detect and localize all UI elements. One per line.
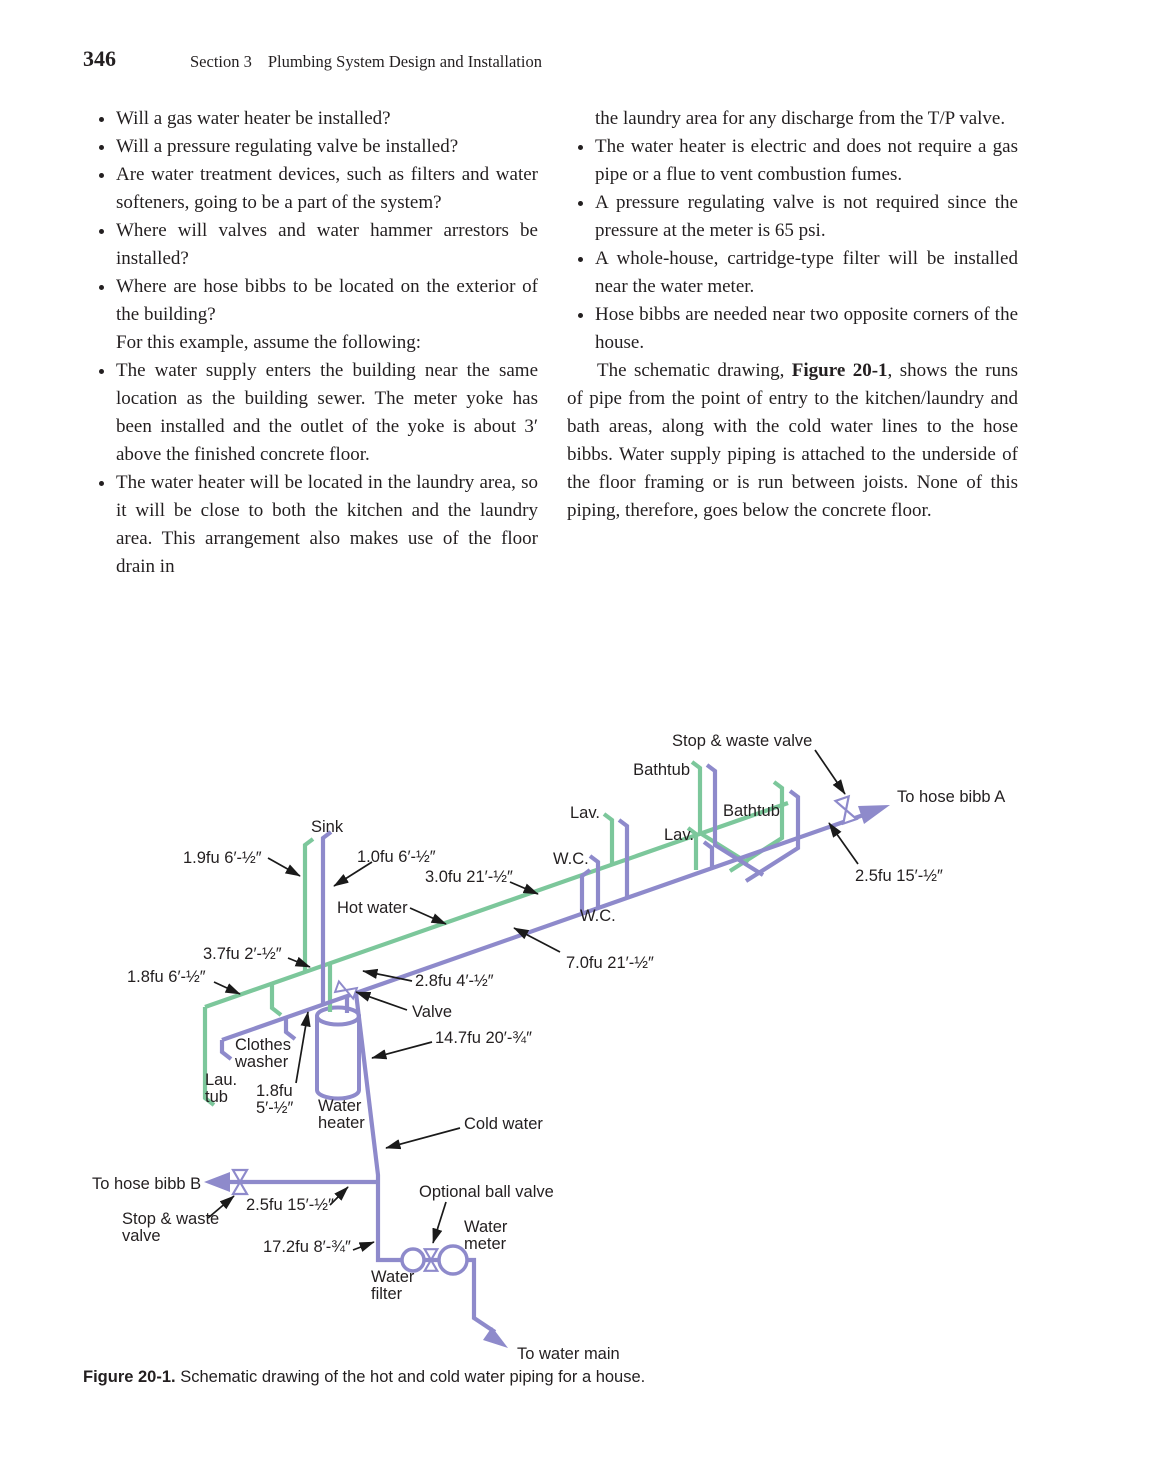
cold-main-pipe — [222, 812, 872, 1040]
list-item: • A pressure regulating valve is not required since the pressure at the meter is 65 psi. — [595, 189, 1018, 245]
list-item: • Where are hose bibbs to be located on the exterior of the building? — [116, 273, 538, 329]
paragraph-text: The schematic drawing, — [597, 360, 792, 381]
section-title: Plumbing System Design and Installation — [267, 52, 542, 71]
label-2-5fu-b: 2.5fu 15′-½″ — [246, 1196, 334, 1214]
figure-caption — [83, 1368, 1083, 1387]
hot-water-piping — [205, 762, 788, 1105]
page-number: 346 — [83, 46, 116, 71]
list-item: • The water heater will be located in the laundry area, so it will be close to both the kitchen and the laundry area. This arrangement also makes use of the floor drain in — [116, 469, 538, 581]
wc1-cold-pipe — [590, 856, 598, 908]
list-item: • Hose bibbs are needed near two opposite corners of the house. — [595, 301, 1018, 357]
assumption-list — [88, 357, 538, 581]
list-item: • Will a gas water heater be installed? — [116, 105, 538, 133]
label-7-0fu: 7.0fu 21′-½″ — [566, 954, 654, 972]
label-1-8fu-b: 1.8fu — [256, 1082, 293, 1100]
label-stop-waste-valve-b: valve — [122, 1227, 161, 1245]
label-clothes-washer: Clothes — [235, 1036, 291, 1054]
label-1-9fu: 1.9fu 6′-½″ — [183, 849, 262, 867]
label-wc-2: W.C. — [580, 907, 616, 925]
lav1-hot-pipe — [604, 814, 612, 865]
label-stop-waste-valve-top: Stop & waste valve — [672, 732, 813, 750]
label-valve: Valve — [412, 1003, 453, 1021]
water-heater-symbol — [317, 1008, 359, 1099]
label-water-filter: Water — [371, 1268, 415, 1286]
label-water-heater: heater — [318, 1114, 365, 1132]
list-item: • The water heater is electric and does not require a gas pipe or a flue to vent combustion fumes. — [595, 133, 1018, 189]
label-1-8fu-b: 5′-½″ — [256, 1099, 294, 1117]
label-14-7fu: 14.7fu 20′-¾″ — [435, 1029, 533, 1047]
label-3-7fu: 3.7fu 2′-½″ — [203, 945, 282, 963]
label-2-5fu-a: 2.5fu 15′-½″ — [855, 867, 943, 885]
label-sink: Sink — [311, 818, 344, 836]
label-17-2fu: 17.2fu 8′-¾″ — [263, 1238, 351, 1256]
label-stop-waste-valve-b: Stop & waste — [122, 1210, 220, 1228]
label-to-hose-bibb-b: To hose bibb B — [92, 1175, 202, 1193]
label-1-8fu-a: 1.8fu 6′-½″ — [127, 968, 206, 986]
label-laundry-tub: tub — [205, 1088, 228, 1106]
hose-bibb-a-arrow — [858, 805, 890, 824]
intro-line: For this example, assume the following: — [116, 332, 422, 353]
label-clothes-washer: washer — [235, 1053, 289, 1071]
label-laundry-tub: Lau. — [205, 1071, 238, 1089]
left-column — [88, 105, 538, 581]
right-column — [567, 105, 1018, 525]
list-item: • Where will valves and water hammer arrestors be installed? — [116, 217, 538, 273]
label-water-meter: Water — [464, 1218, 508, 1236]
label-water-heater: Water — [318, 1097, 362, 1115]
water-meter-symbol — [439, 1246, 467, 1274]
label-lav-2: Lav. — [664, 826, 694, 844]
clothes-washer-hot-pipe — [272, 984, 281, 1015]
paragraph-text: , shows the runs of pipe from the point of entry to the kitchen/laundry and bath areas, along with the cold water lines to the hose bibbs. Water supply piping is attached to the underside of the floor framing or is run between joists. None of this piping, therefore, goes below the concrete floor. — [567, 360, 1018, 521]
label-lav-1: Lav. — [570, 804, 600, 822]
running-header — [190, 52, 542, 72]
label-hot-water: Hot water — [337, 899, 408, 917]
label-1-0fu: 1.0fu 6′-½″ — [357, 848, 436, 866]
label-bathtub-1: Bathtub — [633, 761, 690, 779]
label-to-hose-bibb-a: To hose bibb A — [897, 788, 1006, 806]
assumption-list-continued — [567, 133, 1018, 357]
continuation-paragraph: the laundry area for any discharge from the T/P valve. — [595, 108, 1006, 129]
figure-caption-text: Schematic drawing of the hot and cold water piping for a house. — [175, 1368, 646, 1386]
label-bathtub-2: Bathtub — [723, 802, 780, 820]
label-optional-ball-valve: Optional ball valve — [419, 1183, 554, 1201]
leader-arrows — [208, 750, 858, 1250]
label-2-8fu: 2.8fu 4′-½″ — [415, 972, 494, 990]
list-item: • A whole-house, cartridge-type filter will be installed near the water meter. — [595, 245, 1018, 301]
section-label: Section 3 — [190, 52, 252, 71]
sink-hot-riser — [305, 839, 313, 972]
label-3-0fu: 3.0fu 21′-½″ — [425, 868, 513, 886]
hose-bibb-b-arrow — [204, 1172, 230, 1192]
list-item: • Are water treatment devices, such as filters and water softeners, going to be a part of the system? — [116, 161, 538, 217]
figure-20-1-diagram — [0, 700, 1156, 1400]
label-water-meter: meter — [464, 1235, 507, 1253]
label-wc-1: W.C. — [553, 850, 589, 868]
label-to-water-main: To water main — [517, 1345, 620, 1363]
clothes-washer-cold-pipe — [222, 1040, 231, 1059]
figure-caption-number: Figure 20-1. — [83, 1368, 176, 1386]
lav2-cold-pipe — [704, 842, 712, 869]
label-cold-water: Cold water — [464, 1115, 543, 1133]
closing-paragraph — [567, 357, 1018, 525]
list-item: • The water supply enters the building near the same location as the building sewer. The meter yoke has been installed and the outlet of the yoke is about 3′ above the finished concrete floor. — [116, 357, 538, 469]
figure-reference: Figure 20-1 — [791, 360, 888, 381]
list-item: • Will a pressure regulating valve be installed? — [116, 133, 538, 161]
question-list — [88, 105, 538, 329]
label-water-filter: filter — [371, 1285, 403, 1303]
stop-waste-valve-a-icon — [835, 796, 856, 823]
